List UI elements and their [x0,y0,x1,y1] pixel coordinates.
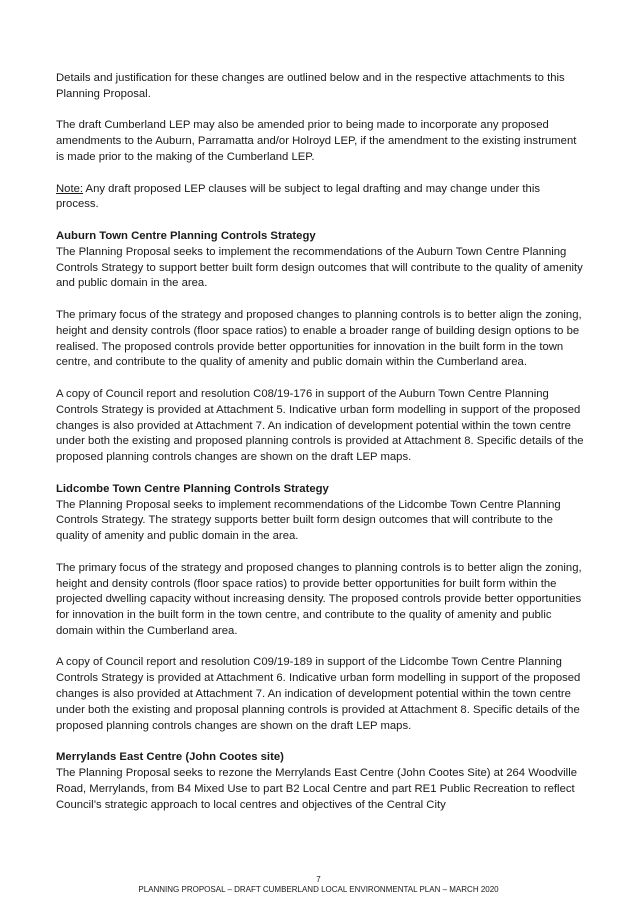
auburn-paragraph-1: The Planning Proposal seeks to implement the recommendations of the Auburn Town Centre Planning Controls Strategy to support better built form design outcomes that will contribute to the quality of amenity and public domain in the area. [56,245,583,290]
merrylands-heading: Merrylands East Centre (John Cootes site) [56,751,284,764]
auburn-heading: Auburn Town Centre Planning Controls Strategy [56,229,316,242]
footer-title: PLANNING PROPOSAL – DRAFT CUMBERLAND LOCAL ENVIRONMENTAL PLAN – MARCH 2020 [138,885,499,894]
note-text: Any draft proposed LEP clauses will be subject to legal drafting and may change under this process. [56,182,540,211]
lidcombe-paragraph-3: A copy of Council report and resolution C09/19-189 in support of the Lidcombe Town Centre Planning Controls Strategy is provided at Attachment 6. Indicative urban form modelling in support of the proposed changes is also provided at Attachment 7. An indication of development potential within the town centre under both the existing and proposal planning controls is provided at Attachment 8. Specific details of the proposed planning controls changes are shown on the draft LEP maps. [56,656,581,732]
note-paragraph [56,182,584,214]
lidcombe-heading: Lidcombe Town Centre Planning Controls Strategy [56,482,329,495]
auburn-paragraph-2: The primary focus of the strategy and proposed changes to planning controls is to better align the zoning, height and density controls (floor space ratios) to enable a broader range of building design options to be realised. The proposed controls provide better opportunities for innovation in the built form in the town centre, and contribute to the quality of amenity and public domain within the Cumberland area. [56,308,582,369]
page-content [56,71,584,829]
note-label: Note: [56,182,84,195]
lidcombe-paragraph-2: The primary focus of the strategy and proposed changes to planning controls is to better align the zoning, height and density controls (floor space ratios) to provide better opportunities for built form within the projected dwelling capacity without increasing density. The proposed controls provide better opportunities for innovation in the built form in the town centre, and contribute to the quality of amenity and public domain within the Cumberland area. [56,561,582,637]
amendment-paragraph: The draft Cumberland LEP may also be amended prior to being made to incorporate any proposed amendments to the Auburn, Parramatta and/or Holroyd LEP, if the amendment to the existing instrument is made prior to the making of the Cumberland LEP. [56,119,577,163]
intro-paragraph: Details and justification for these changes are outlined below and in the respective attachments to this Planning Proposal. [56,72,565,100]
auburn-paragraph-3: A copy of Council report and resolution C08/19-176 in support of the Auburn Town Centre Planning Controls Strategy is provided at Attachment 5. Indicative urban form modelling in support of the proposed changes is also provided at Attachment 7. An indication of development potential within the town centre under both the existing and proposed planning controls is provided at Attachment 8. Specific details of the proposed planning controls changes are shown on the draft LEP maps. [56,387,584,464]
lidcombe-paragraph-1: The Planning Proposal seeks to implement recommendations of the Lidcombe Town Centre Planning Controls Strategy. The strategy supports better built form design outcomes that will contribute to the quality of amenity and public domain in the area. [56,498,561,543]
page-number: 7 [316,875,321,884]
merrylands-paragraph-1: The Planning Proposal seeks to rezone the Merrylands East Centre (John Cootes Site) at 264 Woodville Road, Merrylands, from B4 Mixed Use to part B2 Local Centre and part RE1 Public Recreation to reflect Council’s strategic approach to local centres and objectives of the Central City [56,767,577,811]
